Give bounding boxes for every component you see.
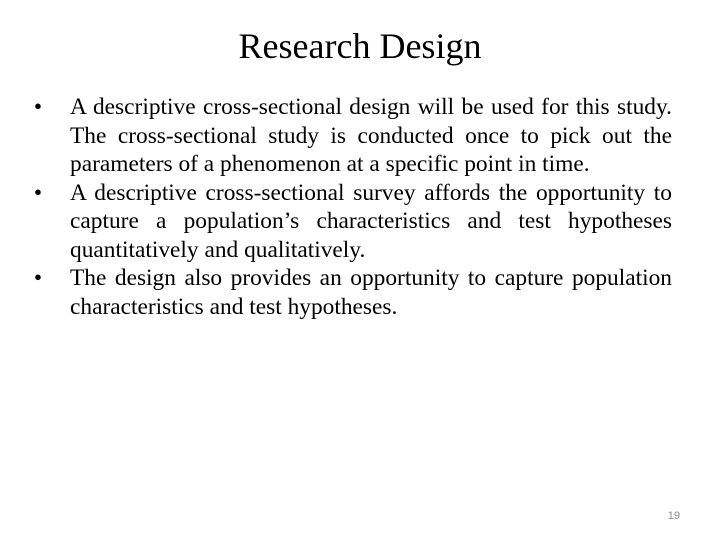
bullet-item xyxy=(28,93,672,179)
slide-title: Research Design xyxy=(238,26,482,66)
bullet-marker: • xyxy=(33,179,43,206)
bullet-text: A descriptive cross-sectional survey affords the opportunity to capture a population’s characteristics and test hypotheses quantitatively and qualitatively. xyxy=(70,179,672,263)
bullet-text: A descriptive cross-sectional design will be used for this study. The cross-sectional study is conducted once to pick out the parameters of a phenomenon at a specific point in time. xyxy=(70,94,672,177)
bullet-item xyxy=(28,179,672,265)
bullet-text: The design also provides an opportunity to capture population characteristics and test hypotheses. xyxy=(70,265,672,320)
bullet-marker: • xyxy=(33,94,43,120)
page-number: 19 xyxy=(667,510,680,522)
bullet-item xyxy=(28,264,672,321)
bullet-list xyxy=(28,93,672,321)
bullet-marker: • xyxy=(33,265,43,291)
